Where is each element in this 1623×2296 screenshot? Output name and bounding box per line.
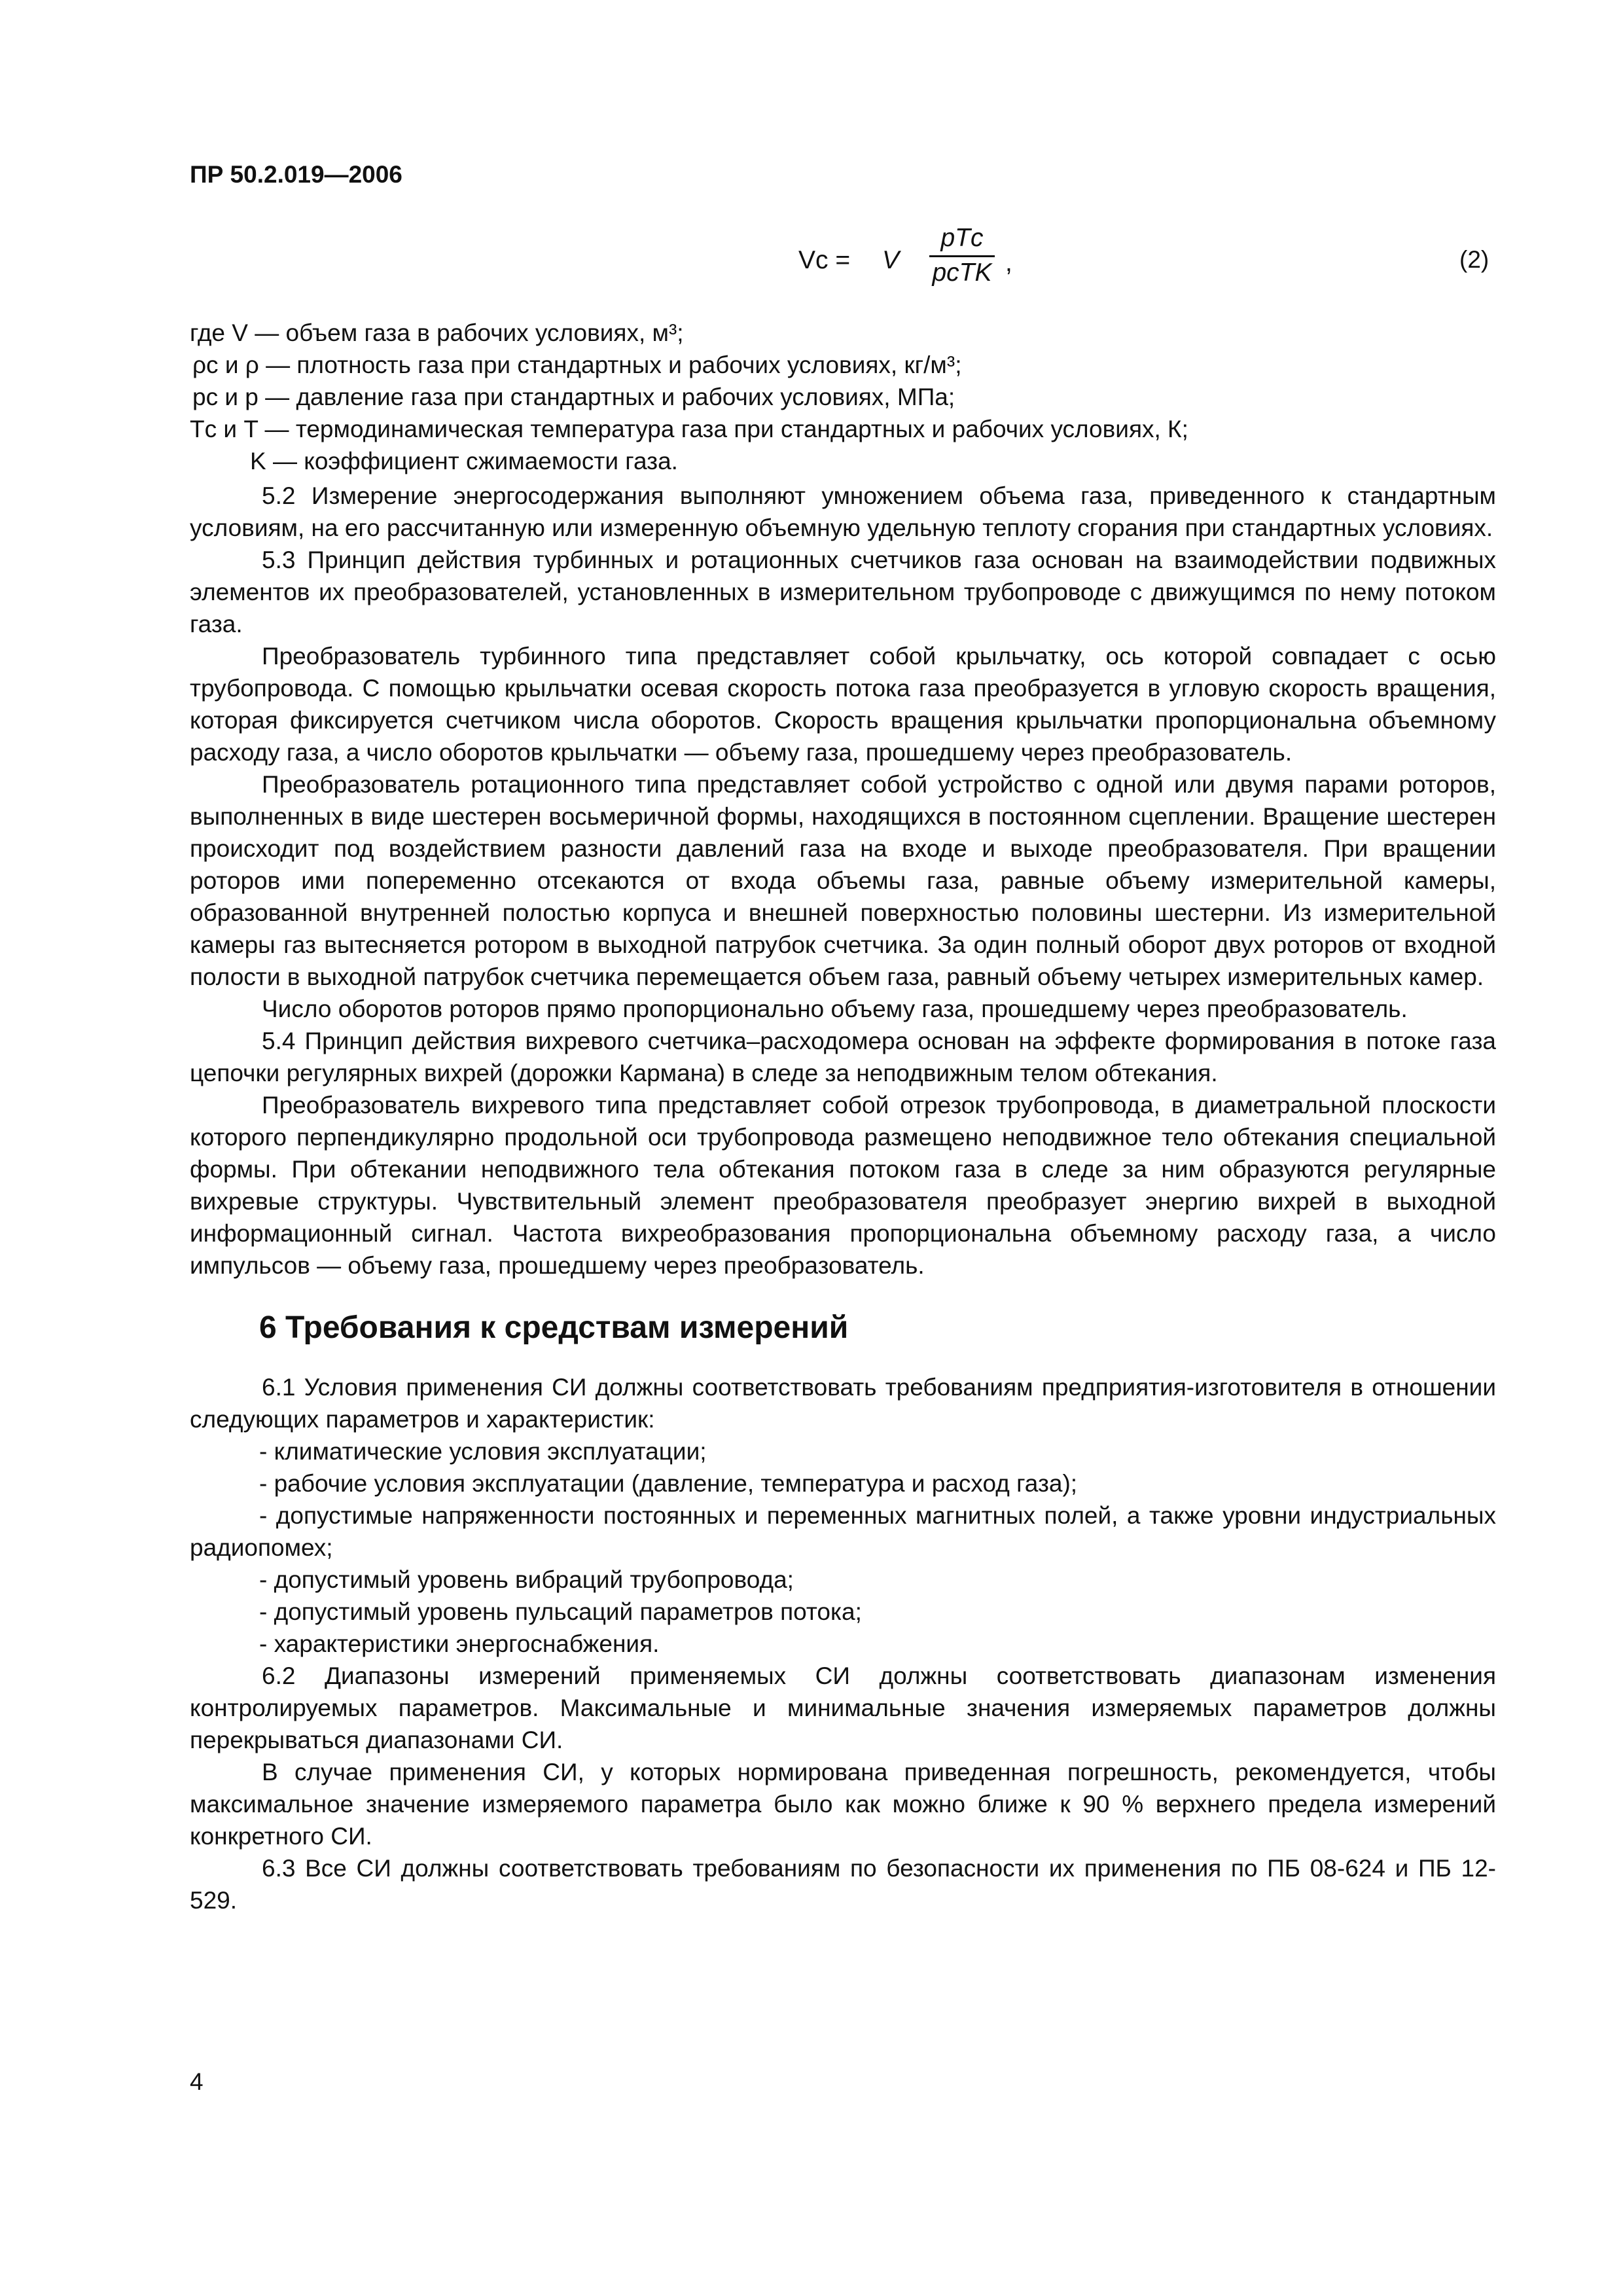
document-body: [190, 480, 1496, 1916]
equation-number: (2): [1459, 246, 1489, 273]
section-heading: 6 Требования к средствам измерений: [259, 1310, 849, 1345]
page-number: 4: [190, 2068, 204, 2095]
list-item: - характеристики энергоснабжения.: [259, 1630, 660, 1657]
formula-numerator: pTс: [940, 224, 984, 252]
paragraph-turbine: Преобразователь турбинного типа представляет собой крыльчатку, ось которой совпадает с осью трубопровода. С помощью крыльчатки осевая скорость потока газа преобразуется в угловую скорость вращения, которая фиксируется счетчиком числа оборотов. Скорость вращения крыльчатки пропорциональна объемному расходу газа, а число оборотов крыльчатки — объему газа, прошедшему через преобразователь.: [190, 643, 1496, 766]
paragraph-5-3: 5.3 Принцип действия турбинных и ротационных счетчиков газа основан на взаимодействии подвижных элементов их преобразователей, установленных в измерительном трубопроводе с движущимся по нему потоком газа.: [190, 547, 1496, 637]
list-item: - допустимые напряженности постоянных и переменных магнитных полей, а также уровни индустриальных радиопомех;: [190, 1502, 1496, 1561]
paragraph-rotor-count: Число оборотов роторов прямо пропорционально объему газа, прошедшему через преобразователь.: [262, 996, 1408, 1022]
list-item: - допустимый уровень пульсаций параметров потока;: [259, 1598, 862, 1625]
document-code: ПР 50.2.019—2006: [190, 161, 402, 188]
list-item: - климатические условия эксплуатации;: [259, 1438, 707, 1465]
list-item: - рабочие условия эксплуатации (давление, температура и расход газа);: [259, 1470, 1078, 1497]
legend-line-volume: где V — объем газа в рабочих условиях, м³;: [190, 319, 684, 346]
formula-factor: V: [882, 246, 900, 274]
paragraph-rotary: Преобразователь ротационного типа представляет собой устройство с одной или двумя парами роторов, выполненных в виде шестерен восьмеричной формы, находящихся в постоянном сцеплении. Вращение шестерен происходит под воздействием разности давлений газа на входе и выходе преобразователя. При вращении роторов ими попеременно отсекаются от входа объемы газа, равные объему измерительной камеры, образованной внутренней полостью корпуса и внешней поверхностью половины шестерни. Из измерительной камеры газ вытесняется ротором в выходной патрубок счетчика. За один полный оборот двух роторов от входной полости в выходной патрубок счетчика перемещается объем газа, равный объему четырех измерительных камер.: [190, 771, 1496, 990]
legend-line-density: ρс и ρ — плотность газа при стандартных и рабочих условиях, кг/м³;: [192, 351, 962, 378]
legend-line-temperature: Tс и T — термодинамическая температура газа при стандартных и рабочих условиях, К;: [190, 416, 1188, 442]
legend-line-compressibility: K — коэффициент сжимаемости газа.: [250, 448, 678, 475]
formula-denominator: pсTK: [932, 259, 992, 287]
formula-legend: [190, 317, 1492, 477]
paragraph-5-2: 5.2 Измерение энергосодержания выполняют умножением объема газа, приведенного к стандартным условиям, на его рассчитанную или измеренную объемную удельную теплоту сгорания при стандартных условиях.: [190, 482, 1496, 541]
paragraph-6-2: 6.2 Диапазоны измерений применяемых СИ должны соответствовать диапазонам изменения контролируемых параметров. Максимальные и минимальные значения измеряемых параметров должны перекрываться диапазонами СИ.: [190, 1662, 1496, 1753]
legend-line-pressure: pс и p — давление газа при стандартных и рабочих условиях, МПа;: [192, 384, 955, 410]
paragraph-6-3: 6.3 Все СИ должны соответствовать требованиям по безопасности их применения по ПБ 08-624 и ПБ 12-529.: [190, 1855, 1496, 1914]
formula-comma: ,: [1005, 249, 1012, 277]
formula-2: [798, 224, 1126, 302]
paragraph-error-note: В случае применения СИ, у которых нормирована приведенная погрешность, рекомендуется, чтобы максимальное значение измеряемого параметра было как можно ближе к 90 % верхнего предела измерений конкретного СИ.: [190, 1759, 1496, 1850]
paragraph-6-1: 6.1 Условия применения СИ должны соответствовать требованиям предприятия-изготовителя в отношении следующих параметров и характеристик:: [190, 1374, 1496, 1433]
formula-lhs: Vс =: [798, 246, 851, 274]
formula-fraction: [929, 224, 995, 287]
paragraph-5-4: 5.4 Принцип действия вихревого счетчика–расходомера основан на эффекте формирования в потоке газа цепочки регулярных вихрей (дорожки Кармана) в следе за неподвижным телом обтекания.: [190, 1028, 1496, 1086]
paragraph-vortex: Преобразователь вихревого типа представляет собой отрезок трубопровода, в диаметральной плоскости которого перпендикулярно продольной оси трубопровода размещено неподвижное тело обтекания специальной формы. При обтекании неподвижного тела обтекания потоком газа в следе за ним образуются регулярные вихревые структуры. Чувствительный элемент преобразователя преобразует энергию вихрей в выходной информационный сигнал. Частота вихреобразования пропорциональна объемному расходу газа, а число импульсов — объему газа, прошедшему через преобразователь.: [190, 1092, 1496, 1279]
list-item: - допустимый уровень вибраций трубопровода;: [259, 1566, 794, 1593]
